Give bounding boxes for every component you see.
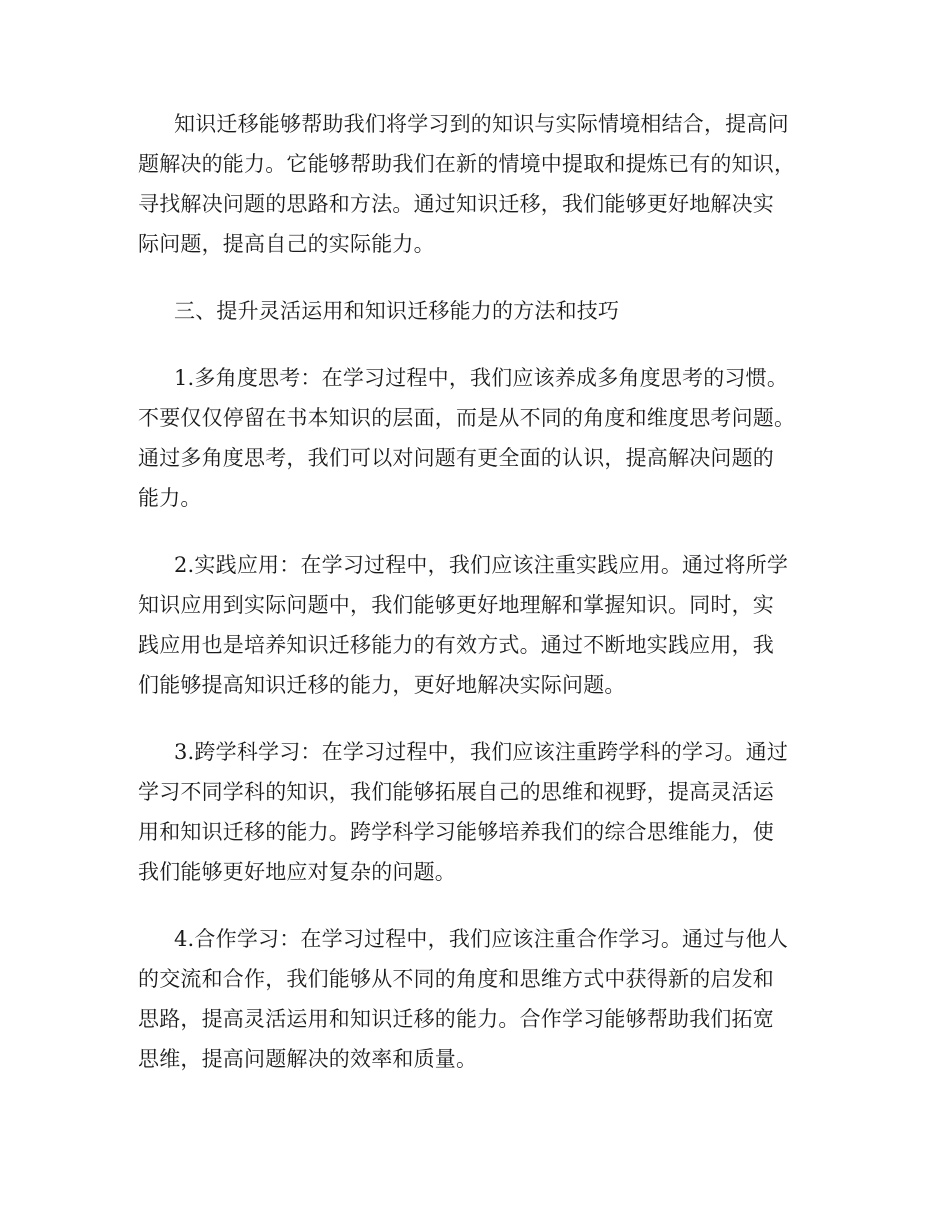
text-line: 用和知识迁移的能力。跨学科学习能够培养我们的综合思维能力，使 bbox=[138, 820, 774, 844]
text-line: 们能够提高知识迁移的能力，更好地解决实际问题。 bbox=[138, 673, 626, 697]
paragraph-cooperative-learning bbox=[138, 919, 818, 1079]
text-line: 4.合作学习：在学习过程中，我们应该注重合作学习。通过与他人 bbox=[174, 927, 789, 951]
text-line: 知识应用到实际问题中，我们能够更好地理解和掌握知识。同时，实 bbox=[138, 593, 774, 617]
section-heading-text: 三、提升灵活运用和知识迁移能力的方法和技巧 bbox=[174, 299, 620, 323]
paragraph-interdisciplinary-learning bbox=[138, 732, 818, 892]
text-line: 际问题，提高自己的实际能力。 bbox=[138, 232, 435, 256]
text-line: 践应用也是培养知识迁移能力的有效方式。通过不断地实践应用，我 bbox=[138, 633, 774, 657]
text-line: 思路，提高灵活运用和知识迁移的能力。合作学习能够帮助我们拓宽 bbox=[138, 1007, 774, 1031]
text-line: 思维，提高问题解决的效率和质量。 bbox=[138, 1047, 478, 1071]
text-line: 1.多角度思考：在学习过程中，我们应该养成多角度思考的习惯。 bbox=[174, 366, 789, 390]
text-line: 不要仅仅停留在书本知识的层面，而是从不同的角度和维度思考问题。 bbox=[138, 406, 796, 430]
paragraph-multi-angle-thinking bbox=[138, 358, 818, 518]
text-line: 的交流和合作，我们能够从不同的角度和思维方式中获得新的启发和 bbox=[138, 967, 774, 991]
text-line: 我们能够更好地应对复杂的问题。 bbox=[138, 860, 456, 884]
text-line: 题解决的能力。它能够帮助我们在新的情境中提取和提炼已有的知识， bbox=[138, 152, 796, 176]
text-line: 2.实践应用：在学习过程中，我们应该注重实践应用。通过将所学 bbox=[174, 553, 789, 577]
text-line: 学习不同学科的知识，我们能够拓展自己的思维和视野，提高灵活运 bbox=[138, 780, 774, 804]
text-line: 知识迁移能够帮助我们将学习到的知识与实际情境相结合，提高问 bbox=[174, 112, 789, 136]
paragraph-practice-application bbox=[138, 545, 818, 705]
section-heading bbox=[138, 291, 818, 331]
paragraph-knowledge-transfer bbox=[138, 104, 818, 264]
text-line: 能力。 bbox=[138, 486, 202, 510]
text-line: 寻找解决问题的思路和方法。通过知识迁移，我们能够更好地解决实 bbox=[138, 192, 774, 216]
document-body bbox=[138, 104, 818, 1106]
text-line: 通过多角度思考，我们可以对问题有更全面的认识，提高解决问题的 bbox=[138, 446, 774, 470]
text-line: 3.跨学科学习：在学习过程中，我们应该注重跨学科的学习。通过 bbox=[174, 740, 789, 764]
